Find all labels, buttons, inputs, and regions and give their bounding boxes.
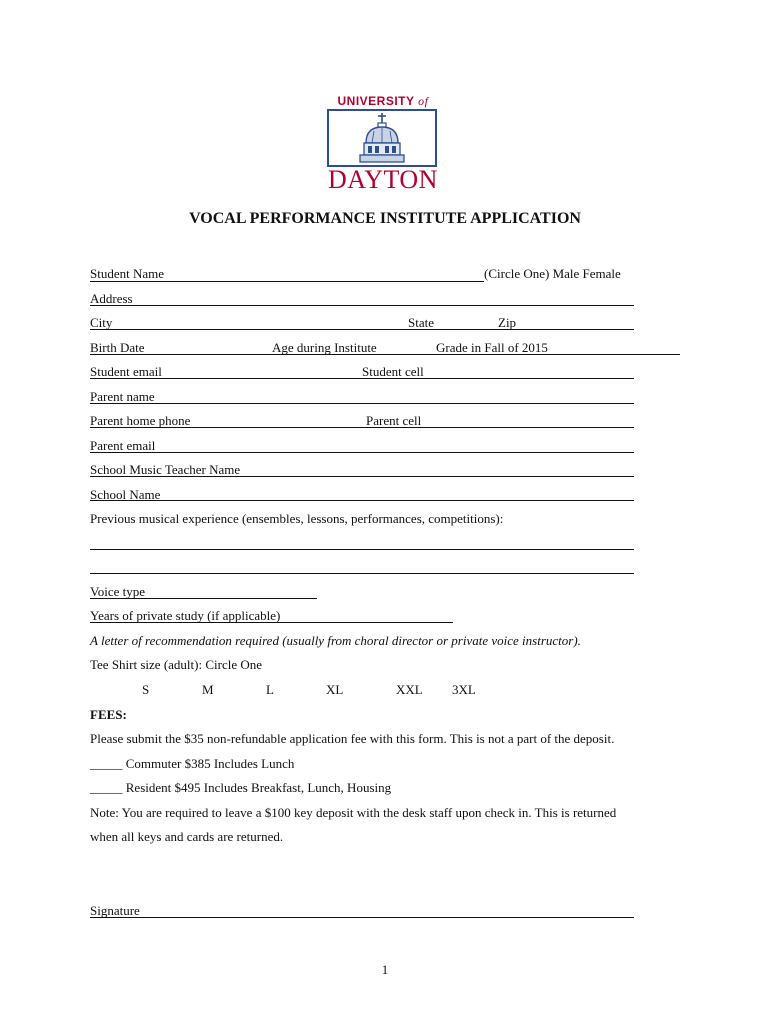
logo-bottom-text: DAYTON xyxy=(328,165,438,194)
age-label: Age during Institute xyxy=(272,340,377,355)
size-m[interactable]: M xyxy=(202,682,214,697)
address-label: Address xyxy=(90,291,133,306)
deposit-note-line-2: when all keys and cards are returned. xyxy=(90,829,284,844)
page-number: 1 xyxy=(381,962,389,977)
fees-heading: FEES: xyxy=(90,707,127,722)
logo-emblem xyxy=(327,109,437,167)
teacher-name-line[interactable] xyxy=(90,476,634,477)
birth-age-grade-line[interactable] xyxy=(90,354,680,355)
parent-email-label: Parent email xyxy=(90,438,156,453)
zip-label: Zip xyxy=(498,315,517,330)
recommendation-note: A letter of recommendation required (usually from choral director or private voice instructor). xyxy=(90,633,581,648)
student-email-label: Student email xyxy=(90,364,162,379)
parent-name-line[interactable] xyxy=(90,403,634,404)
deposit-note-line-1: Note: You are required to leave a $100 key deposit with the desk staff upon check in. This is returned xyxy=(90,805,617,820)
resident-option[interactable]: _____ Resident $495 Includes Breakfast, Lunch, Housing xyxy=(90,780,392,795)
logo-top-text: UNIVERSITY of xyxy=(337,94,429,108)
school-name-line[interactable] xyxy=(90,500,634,501)
city-label: City xyxy=(90,315,113,330)
voice-type-label: Voice type xyxy=(90,584,145,599)
school-name-label: School Name xyxy=(90,487,161,502)
parent-phone-line[interactable] xyxy=(90,427,634,428)
birth-date-label: Birth Date xyxy=(90,340,145,355)
student-cell-label: Student cell xyxy=(362,364,424,379)
fee-submit-note: Please submit the $35 non-refundable application fee with this form. This is not a part of the deposit. xyxy=(90,731,615,746)
size-s[interactable]: S xyxy=(142,682,150,697)
grade-label: Grade in Fall of 2015 xyxy=(436,340,548,355)
tee-shirt-label: Tee Shirt size (adult): Circle One xyxy=(90,657,263,672)
city-state-zip-line[interactable] xyxy=(90,329,634,330)
teacher-name-label: School Music Teacher Name xyxy=(90,462,241,477)
chapel-dome-icon xyxy=(329,111,435,165)
page-title: VOCAL PERFORMANCE INSTITUTE APPLICATION xyxy=(189,210,581,227)
student-name-label: Student Name xyxy=(90,266,165,281)
size-xl[interactable]: XL xyxy=(326,682,344,697)
parent-home-phone-label: Parent home phone xyxy=(90,413,191,428)
signature-line[interactable] xyxy=(90,917,634,918)
student-name-line[interactable] xyxy=(90,281,484,282)
parent-cell-label: Parent cell xyxy=(366,413,422,428)
previous-experience-label: Previous musical experience (ensembles, lessons, performances, competitions): xyxy=(90,511,504,526)
years-private-label: Years of private study (if applicable) xyxy=(90,608,281,623)
signature-label: Signature xyxy=(90,903,140,918)
voice-type-line[interactable] xyxy=(90,598,317,599)
previous-experience-line-2[interactable] xyxy=(90,573,634,574)
state-label: State xyxy=(408,315,434,330)
gender-choice: (Circle One) Male Female xyxy=(484,266,621,281)
previous-experience-line-1[interactable] xyxy=(90,549,634,550)
commuter-option[interactable]: _____ Commuter $385 Includes Lunch xyxy=(90,756,295,771)
address-line[interactable] xyxy=(90,305,634,306)
size-xxl[interactable]: XXL xyxy=(396,682,423,697)
parent-email-line[interactable] xyxy=(90,452,634,453)
size-l[interactable]: L xyxy=(266,682,274,697)
size-3xl[interactable]: 3XL xyxy=(452,682,476,697)
parent-name-label: Parent name xyxy=(90,389,155,404)
university-logo xyxy=(322,94,444,196)
years-private-line[interactable] xyxy=(90,622,453,623)
student-email-cell-line[interactable] xyxy=(90,378,634,379)
